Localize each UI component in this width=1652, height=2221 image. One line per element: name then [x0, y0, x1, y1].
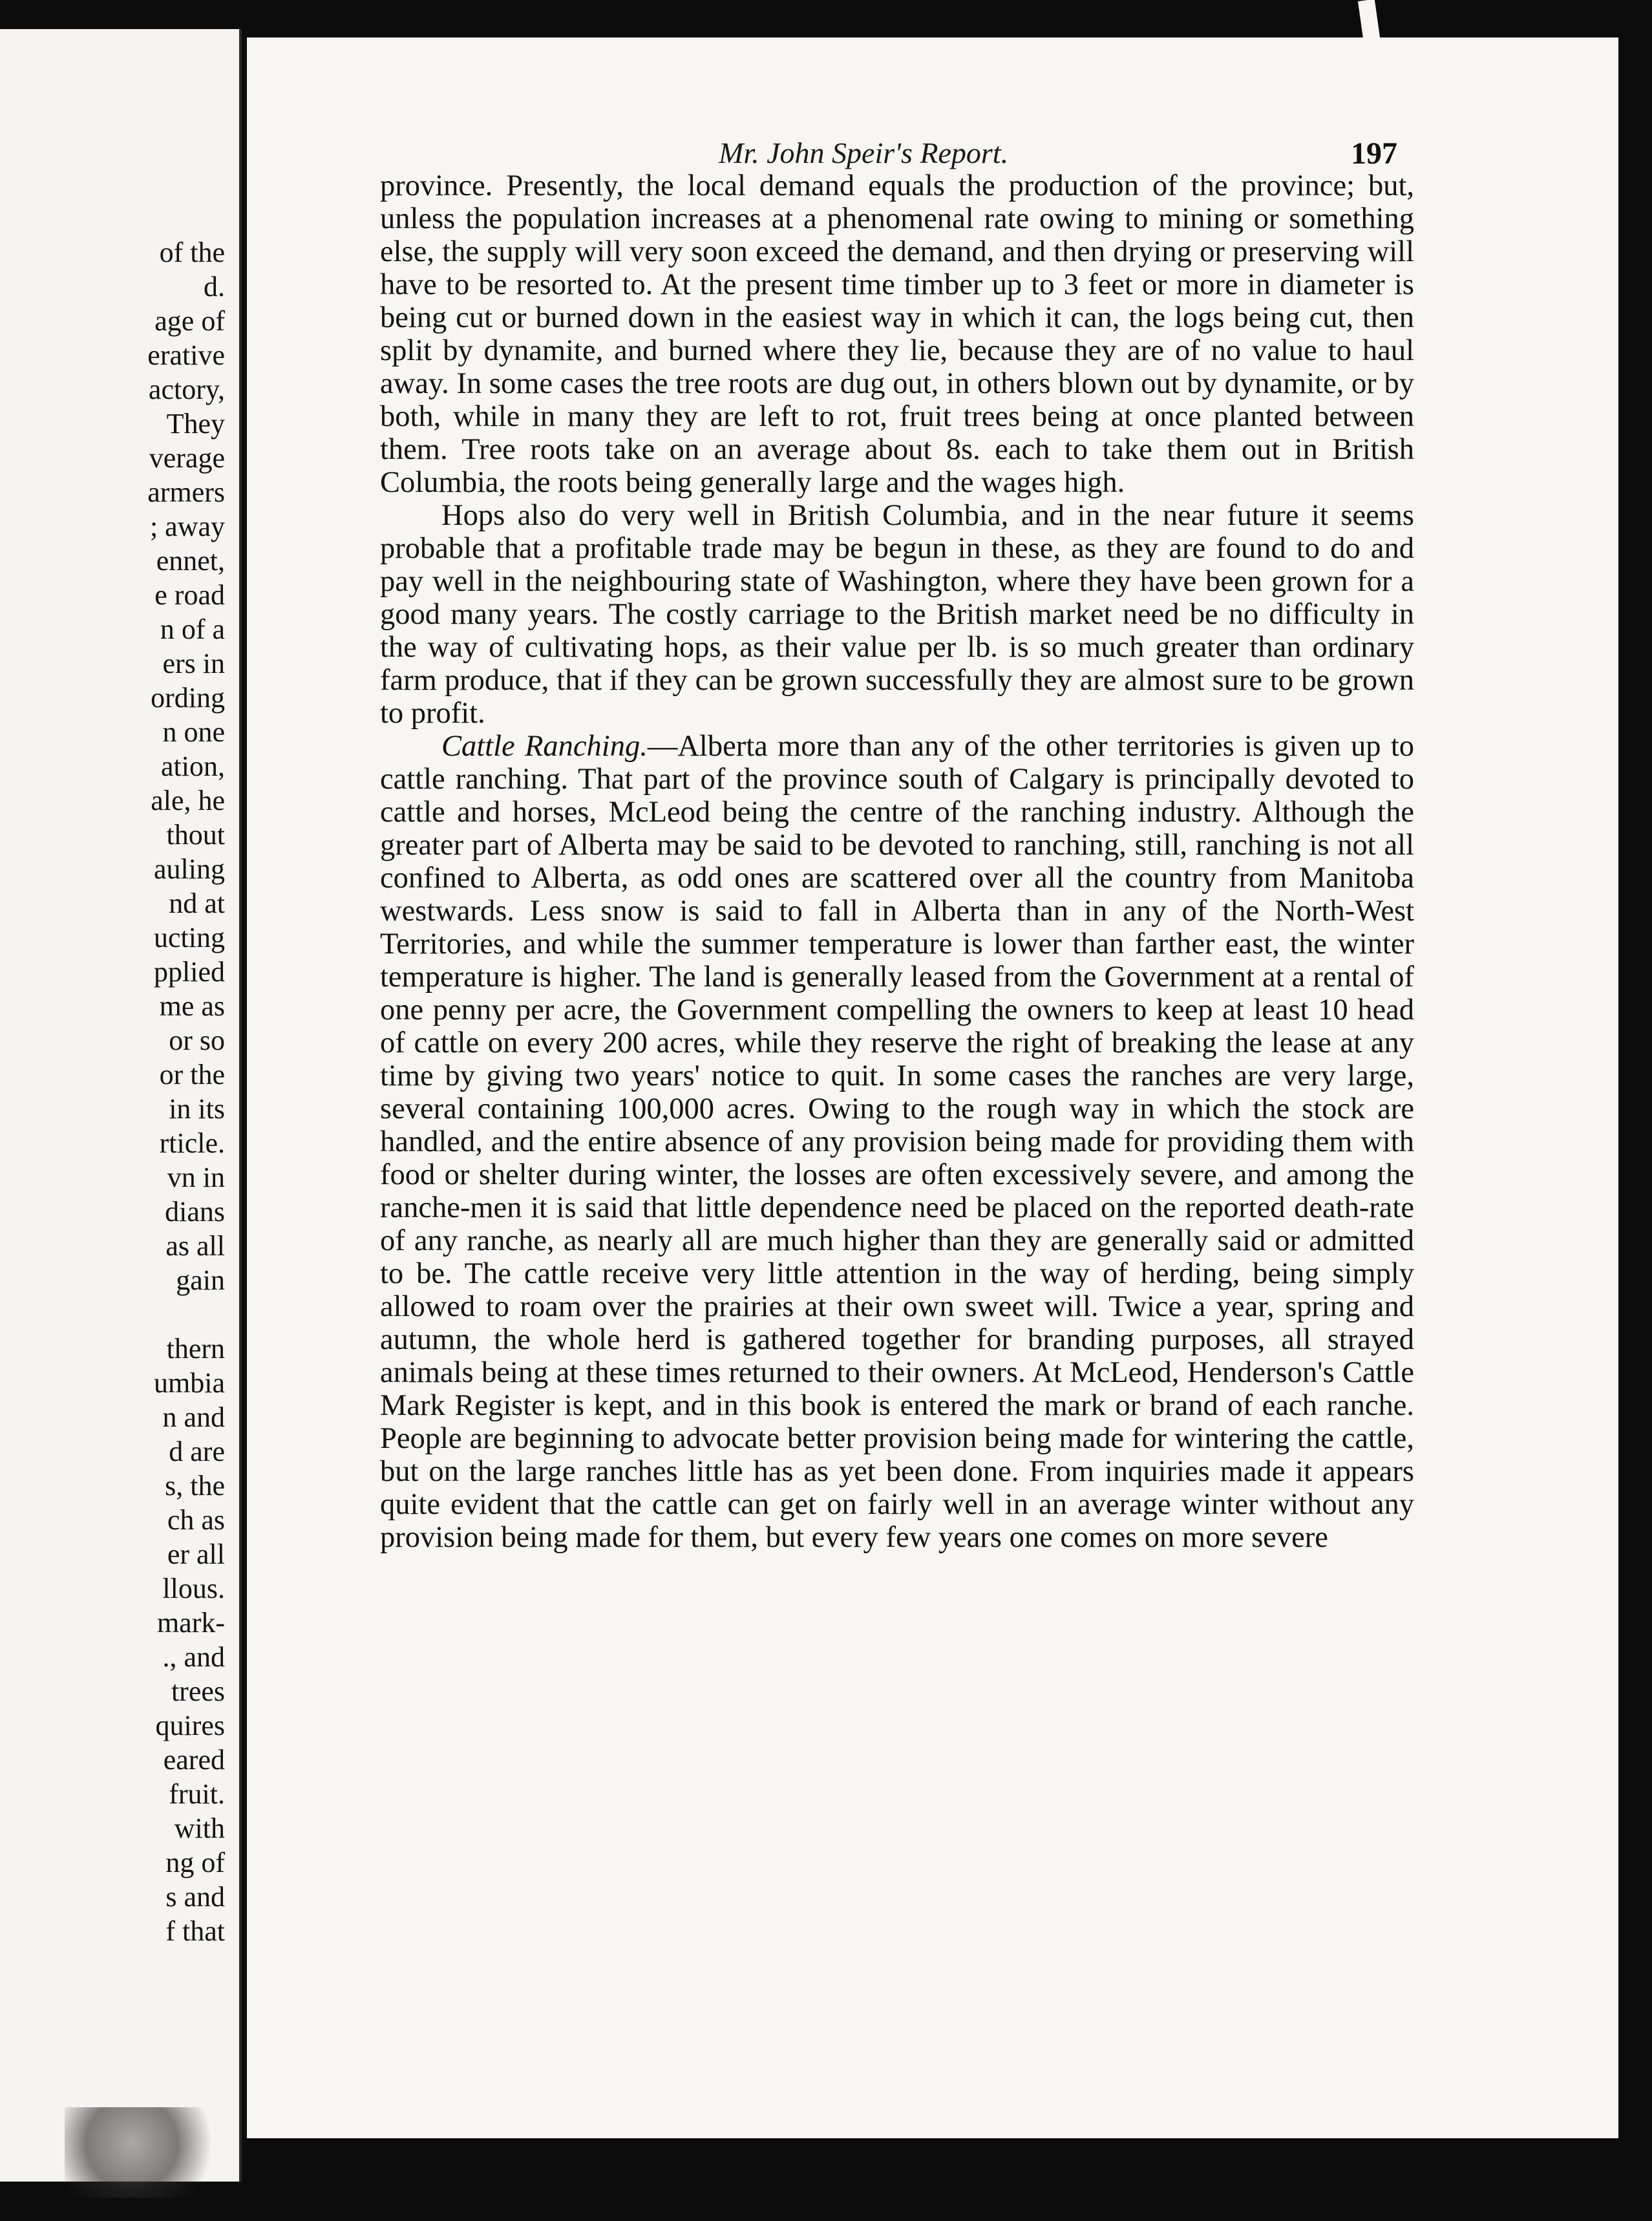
running-title: Mr. John Speir's Report. [719, 136, 1009, 169]
left-page-line: mark- [156, 1607, 225, 1639]
left-page-line: ; away [149, 511, 225, 542]
left-page-line: f that [165, 1915, 225, 1947]
left-page-line: actory, [148, 374, 225, 405]
left-page-line: n one [162, 716, 225, 748]
left-page-line: or the [159, 1059, 225, 1090]
left-page-line: me as [159, 990, 225, 1022]
left-page-line: s and [165, 1881, 225, 1913]
left-page-line: with [174, 1812, 225, 1844]
left-page-line: erative [147, 339, 225, 371]
left-page-line: or so [169, 1025, 225, 1056]
left-page-line: of the [159, 237, 225, 268]
left-page-line: thout [166, 819, 225, 851]
left-page-line: er all [167, 1538, 225, 1570]
left-page-line: ording [151, 682, 225, 714]
left-page-line: e road [154, 579, 225, 611]
left-page-line: rticle. [159, 1127, 225, 1159]
left-page-line: They [166, 408, 225, 440]
left-page-line: gain [176, 1264, 225, 1296]
left-page-line: vn in [167, 1162, 225, 1193]
left-page-line: d are [169, 1436, 225, 1467]
top-edge-mark [1358, 0, 1380, 40]
left-page-line: eared [163, 1744, 225, 1776]
left-page-line: s, the [165, 1470, 225, 1502]
left-page-line: n and [162, 1401, 225, 1433]
left-page-line: ale, he [151, 785, 225, 816]
paragraph-province: province. Presently, the local demand equals the production of the province; but, unless the population increases at a phenomenal rate owing to mining or something else, the supply will very soon exceed the demand, and then drying or preserving will have to be resorted to. At the present time timber up to 3 feet or more in diameter is being cut or burned down in the easiest way in which it can, the logs being cut, then split by dynamite, and burned where they lie, because they are of no value to haul away. In some cases the tree roots are dug out, in others blown out by dynamite, or by both, while in many they are left to rot, fruit trees being at once planted between them. Tree roots take on an average about 8s. each to take them out in British Columbia, the roots being generally large and the wages high. [380, 169, 1414, 499]
body-text [380, 169, 1414, 1554]
page-number: 197 [1351, 136, 1397, 171]
left-page-line: ch as [167, 1504, 225, 1536]
left-page-line: ation, [161, 750, 225, 782]
left-page-line: thern [166, 1333, 225, 1365]
left-page-line: quires [155, 1710, 225, 1741]
paragraph-hops: Hops also do very well in British Columbia, and in the near future it seems probable that a profitable trade may be begun in these, as they are found to do and pay well in the neighbouring state of Washington, where they have been grown for a good many years. The costly carriage to the British market need be no difficulty in the way of cultivating hops, as their value per lb. is so much greater than ordinary farm produce, that if they can be grown successfully they are almost sure to be grown to profit. [380, 499, 1414, 730]
left-page-line: in its [169, 1093, 225, 1125]
left-page-line: pplied [154, 956, 225, 988]
left-page-line: ng of [165, 1847, 225, 1878]
left-page-line: llous. [162, 1573, 225, 1604]
left-page-line: age of [154, 305, 225, 337]
left-page-line: armers [147, 476, 225, 508]
left-page-line: n of a [160, 613, 225, 645]
left-page-line: ennet, [156, 545, 225, 577]
left-page-line: fruit. [169, 1778, 225, 1810]
paragraph-cattle-ranching-text: —Alberta more than any of the other territories is given up to cattle ranching. That part of the province south of Calgary is principally devoted to cattle and horses, McLeod being the centre of the ranching industry. Although the greater part of Alberta may be said to be devoted to ranching, still, ranching is not all confined to Alberta, as odd ones are scattered over all the country from Manitoba westwards. Less snow is said to fall in Alberta than in any of the North-West Territories, and while the summer temperature is lower than farther east, the winter temperature is higher. The land is generally leased from the Government at a rental of one penny per acre, the Government compelling the owners to keep at least 10 head of cattle on every 200 acres, while they reserve the right of breaking the lease at any time by giving two years' notice to quit. In some cases the ranches are very large, several containing 100,000 acres. Owing to the rough way in which the stock are handled, and the entire absence of any provision being made for providing them with food or shelter during winter, the losses are often excessively severe, and among the ranche-men it is said that little dependence need be placed on the reported death-rate of any ranche, as nearly all are much higher than they are generally said or admitted to be. The cattle receive very little attention in the way of herding, being simply allowed to roam over the prairies at their own sweet will. Twice a year, spring and autumn, the whole herd is gathered together for branding purposes, all strayed animals being at these times returned to their owners. At McLeod, Henderson's Cattle Mark Register is kept, and in this book is entered the mark or brand of each ranche. People are beginning to advocate better provision being made for wintering the cattle, but on the large ranches little has as yet been done. From inquiries made it appears quite evident that the cattle can get on fairly well in an average winter without any provision being made for them, but every few years one comes on more severe [380, 730, 1415, 1554]
left-page-line: auling [154, 853, 225, 885]
left-page-line: nd at [169, 887, 225, 919]
left-page-line: as all [165, 1230, 225, 1262]
left-page-line: verage [149, 442, 225, 474]
left-page-line: ers in [162, 648, 225, 679]
left-page-fragment [0, 29, 242, 2182]
left-page-line: ucting [154, 922, 225, 953]
section-heading-cattle-ranching: Cattle Ranching. [441, 730, 648, 763]
paragraph-cattle-ranching [380, 730, 1414, 1554]
left-page-line: ., and [162, 1641, 225, 1673]
left-page-line: dians [165, 1196, 225, 1227]
scan-noise [65, 2107, 233, 2198]
left-page-line: trees [171, 1675, 225, 1707]
left-page-line: umbia [154, 1367, 225, 1399]
left-page-line: d. [204, 271, 225, 303]
